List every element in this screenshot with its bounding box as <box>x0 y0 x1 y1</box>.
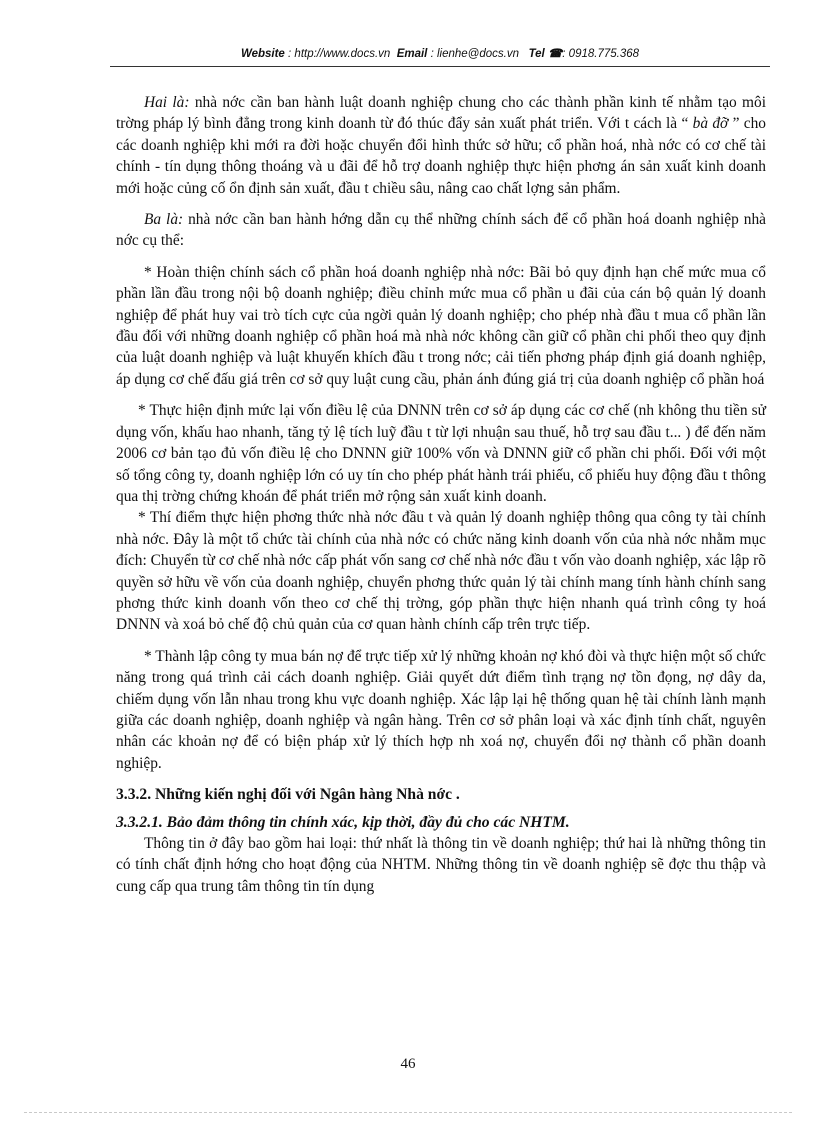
paragraph-text: nhà nớc cần ban hành luật doanh nghiệp chung cho các thành phần kinh tế nhằm tạo môi trờng pháp lý bình đẳng trong kinh doanh từ đó thúc đẩy sản xuất phát triển. Với t cách là “ <box>116 94 766 133</box>
page-number: 46 <box>400 1056 416 1072</box>
paragraph-text: ” cho các doanh nghiệp khi mới ra đời hoặc chuyển đổi hình thức sở hữu; cổ phần hoá, nhà nớc có cơ chế tài chính - tín dụng thông thoáng và u đãi để hỗ trợ doanh nghiệp thực hiện phơng án sản xuất kinh doanh mới hoặc củng cố ổn định sản xuất, đầu t chiều sâu, nâng cao chất lợng sản phẩm. <box>116 115 767 197</box>
document-body <box>116 92 766 907</box>
paragraph-text: nhà nớc cần ban hành hớng dẫn cụ thể những chính sách để cổ phần hoá doanh nghiệp nhà nớc cụ thể: <box>116 211 767 250</box>
paragraph-lead: Hai là: <box>144 94 190 111</box>
page-header <box>110 46 770 60</box>
section-heading-3-3-2-1: 3.3.2.1. Bảo đảm thông tin chính xác, kịp thời, đầy đủ cho các NHTM. <box>116 813 570 831</box>
paragraph-ba-la <box>116 209 766 252</box>
phone-icon: ☎ <box>547 48 563 60</box>
bullet-mua-ban-no: * Thành lập công ty mua bán nợ để trực tiếp xử lý những khoản nợ khó đòi và thực hiện một số chức năng trong quá trình cải cách doanh nghiệp. Giải quyết dứt điểm tình trạng nợ tồn đọng, nợ dây da, chiếm dụng vốn lẫn nhau trong khu vực doanh nghiệp. Xác lập lại hệ thống quan hệ tài chính lành mạnh giữa các doanh nghiệp, doanh nghiệp và ngân hàng. Trên cơ sở phân loại và xác định tính chất, nguyên nhân các khoản nợ để có biện pháp xử lý thích hợp nh xoá nợ, chuyển đổi nợ thành cổ phần doanh nghiệp. <box>116 647 766 772</box>
italic-phrase: bà đỡ <box>688 115 733 133</box>
bullet-cong-ty-tai-chinh: * Thí điểm thực hiện phơng thức nhà nớc đầu t và quản lý doanh nghiệp thông qua công ty tài chính nhà nớc. Đây là một tổ chức tài chính của nhà nớc có chức năng kinh doanh vốn của nhà nớc nhằm mục đích: Chuyển từ cơ chế nhà nớc cấp phát vốn sang cơ chế nhà nớc đầu t vốn vào doanh nghiệp, xác lập rõ quyền sở hữu về vốn của doanh nghiệp, chuyển phơng thức quản lý tài chính mang tính hành chính sang phơng thức kinh doanh vốn theo cơ chế thị trờng, góp phần thực hiện nhanh quá trình công ty hoá DNNN và xoá bỏ chế độ chủ quản của cơ quan hành chính cấp trên trực tiếp. <box>116 509 766 634</box>
email-value: : lienhe@docs.vn <box>430 48 519 60</box>
paragraph-lead: Ba là: <box>144 211 184 229</box>
website-value: : http://www.docs.vn <box>288 48 391 60</box>
bullet-von-dieu-le: * Thực hiện định mức lại vốn điều lệ của DNNN trên cơ sở áp dụng các cơ chế (nh không thu tiền sử dụng vốn, khấu hao nhanh, tăng tỷ lệ tích luỹ đầu t từ lợi nhuận sau thuế, hỗ trợ sau đầu t... ) để đến năm 2006 cơ bản tạo đủ vốn điều lệ cho DNNN giữ 100% vốn và DNNN giữ cổ phần chi phối. Đối với một số tổng công ty, doanh nghiệp lớn có uy tín cho phép phát hành trái phiếu, cổ phiếu huy động đầu t thông qua thị trờng chứng khoán để phát triển mở rộng sản xuất kinh doanh. <box>116 402 766 505</box>
section-heading-3-3-2: 3.3.2. Những kiến nghị đối với Ngân hàng Nhà nớc . <box>116 786 460 804</box>
page-bottom-divider <box>24 1112 792 1113</box>
paragraph-hai-la <box>116 92 766 199</box>
bullet-co-phan-hoa: * Hoàn thiện chính sách cổ phần hoá doanh nghiệp nhà nớc: Bãi bỏ quy định hạn chế mức mua cổ phần lần đầu trong nội bộ doanh nghiệp; điều chỉnh mức mua cổ phần u đãi của cán bộ quản lý doanh nghiệp để phát huy vai trò tích cực của ngời quản lý doanh nghiệp; cho phép nhà đầu t mua cổ phần lần đầu đối với những doanh nghiệp cổ phần hoá mà nhà nớc không cần giữ cổ phần chi phối theo quy định của luật doanh nghiệp và luật khuyến khích đầu t trong nớc; cải tiến phơng pháp định giá doanh nghiệp, áp dụng cơ chế đấu giá trên cơ sở quy luật cung cầu, phản ánh đúng giá trị của doanh nghiệp cổ phần hoá <box>116 263 766 388</box>
header-divider <box>110 66 770 67</box>
tel-label: Tel <box>528 48 545 60</box>
tel-value: : 0918.775.368 <box>562 48 640 60</box>
paragraph-thong-tin: Thông tin ở đây bao gồm hai loại: thứ nhất là thông tin về doanh nghiệp; thứ hai là những thông tin có tính chất định hớng cho hoạt động của NHTM. Những thông tin về doanh nghiệp sẽ đợc thu thập và cung cấp qua trung tâm thông tin tín dụng <box>116 835 766 895</box>
email-label: Email <box>396 48 428 60</box>
website-label: Website <box>240 48 285 60</box>
